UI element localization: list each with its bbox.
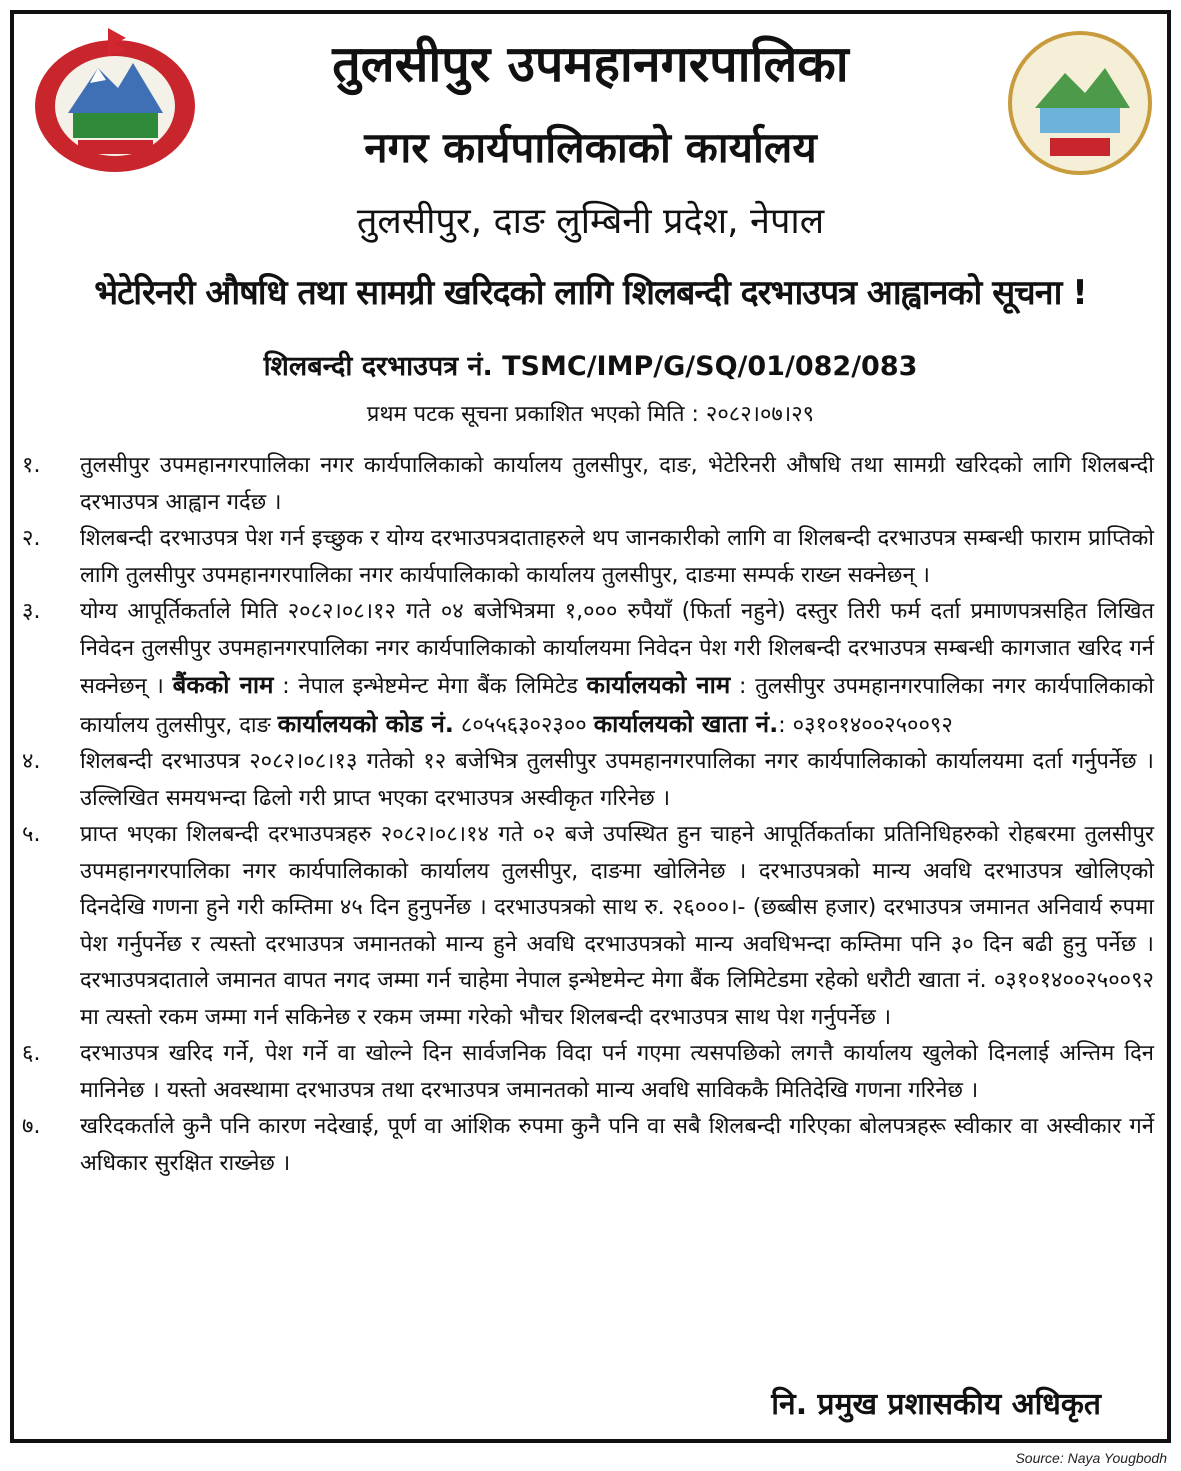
- office-code-label: कार्यालयको कोड नं.: [277, 709, 454, 738]
- paragraph-text: तुलसीपुर उपमहानगरपालिका नगर कार्यपालिकाको कार्यालय तुलसीपुर, दाङ, भेटेरिनरी औषधि तथा सामग्री खरिदको लागि शिलबन्दी दरभाउपत्र आह्वान गर्दछ ।: [80, 453, 1154, 515]
- paragraph-text: दरभाउपत्र खरिद गर्ने, पेश गर्ने वा खोल्ने दिन सार्वजनिक विदा पर्न गएमा त्यसपछिको लगत्तै कार्यालय खुलेको दिनलाई अन्तिम दिन मानिनेछ । यस्तो अवस्थामा दरभाउपत्र तथा दरभाउपत्र जमानतको मान्य अवधि साविककै मितिदेखि गणना गरिनेछ ।: [80, 1041, 1154, 1103]
- source-credit: Source: Naya Yougbodh: [1015, 1450, 1167, 1466]
- notice-title: भेटेरिनरी औषधि तथा सामग्री खरिदको लागि शिलबन्दी दरभाउपत्र आह्वानको सूचना !: [94, 273, 1087, 313]
- paragraph-text: खरिदकर्ताले कुनै पनि कारण नदेखाई, पूर्ण वा आंशिक रुपमा कुनै पनि वा सबै शिलबन्दी गरिएका बोलपत्रहरू स्वीकार वा अस्वीकार गर्ने अधिकार सुरक्षित राख्नेछ ।: [80, 1114, 1154, 1176]
- account-number-label: कार्यालयको खाता नं.: [593, 709, 779, 738]
- paragraph-number: २.: [22, 526, 41, 551]
- paragraph-5: [22, 817, 1154, 1036]
- office-name-label: कार्यालयको नाम: [586, 671, 731, 699]
- office-name: नगर कार्यपालिकाको कार्यालय: [364, 123, 817, 172]
- paragraph-1: [22, 448, 1154, 521]
- paragraph-7: [22, 1109, 1154, 1182]
- paragraph-4: [22, 744, 1154, 817]
- tender-number: शिलबन्दी दरभाउपत्र नं. TSMC/IMP/G/SQ/01/082/083: [263, 351, 918, 382]
- paragraph-text: शिलबन्दी दरभाउपत्र पेश गर्न इच्छुक र योग्य दरभाउपत्रदाताहरुले थप जानकारीको लागि वा शिलबन्दी दरभाउपत्र सम्बन्धी फाराम प्राप्तिको लागि तुलसीपुर उपमहानगरपालिका नगर कार्यपालिकाको कार्यालय तुलसीपुर, दाङमा सम्पर्क राख्न सक्नेछन् ।: [80, 526, 1154, 588]
- office-code-value: ८०५५६३०२३००: [453, 712, 594, 738]
- notice-body: [22, 448, 1154, 1182]
- paragraph-text: शिलबन्दी दरभाउपत्र २०८२।०८।१३ गतेको १२ बजेभित्र तुलसीपुर उपमहानगरपालिका नगर कार्यपालिकाको कार्यालयमा दर्ता गर्नुपर्नेछ । उल्लिखित समयभन्दा ढिलो गरी प्राप्त भएका दरभाउपत्र अस्वीकृत गरिनेछ ।: [80, 749, 1154, 811]
- office-name-value: : तुलसीपुर उपमहानगरपालिका नगर कार्यपालिकाको कार्यालय तुलसीपुर, दाङ: [80, 674, 1155, 738]
- paragraph-number: १.: [22, 453, 41, 478]
- bank-name-label: बैंकको नाम: [172, 671, 274, 699]
- signatory-title: नि. प्रमुख प्रशासकीय अधिकृत: [771, 1387, 1101, 1422]
- paragraph-number: ६.: [22, 1041, 41, 1066]
- paragraph-number: ३.: [22, 599, 41, 624]
- paragraph-text: [80, 594, 1154, 744]
- municipality-name: तुलसीपुर उपमहानगरपालिका: [332, 35, 849, 93]
- paragraph-text: प्राप्त भएका शिलबन्दी दरभाउपत्रहरु २०८२।०८।१४ गते ०२ बजे उपस्थित हुन चाहने आपूर्तिकर्ताका प्रतिनिधिहरुको रोहबरमा तुलसीपुर उपमहानगरपालिका नगर कार्यपालिकाको कार्यालय तुलसीपुर, दाङमा खोलिनेछ । दरभाउपत्रको मान्य अवधि दरभाउपत्र खोलिएको दिनदेखि गणना हुने गरी कम्तिमा ४५ दिन हुनुपर्नेछ । दरभाउपत्रको साथ रु. २६०००।- (छब्बीस हजार) दरभाउपत्र जमानत अनिवार्य रुपमा पेश गर्नुपर्नेछ र त्यस्तो दरभाउपत्र जमानतको मान्य हुने अवधि दरभाउपत्रको मान्य अवधिभन्दा कम्तिमा पनि ३० दिन बढी हुनु पर्नेछ । दरभाउपत्रदाताले जमानत वापत नगद जम्मा गर्न चाहेमा नेपाल इन्भेष्टमेन्ट मेगा बैंक लिमिटेडमा रहेको धरौटी खाता नं. ०३१०१४००२५००९२ मा त्यस्तो रकम जम्मा गर्न सकिनेछ र रकम जम्मा गरेको भौचर शिलबन्दी दरभाउपत्र साथ पेश गर्नुपर्नेछ ।: [80, 822, 1154, 1030]
- bank-name-value: : नेपाल इन्भेष्टमेन्ट मेगा बैंक लिमिटेड: [273, 674, 587, 699]
- paragraph-number: ४.: [22, 749, 41, 774]
- paragraph-number: ५.: [22, 822, 41, 847]
- account-number-value: : ०३१०१४००२५००९२: [778, 712, 953, 738]
- published-date: प्रथम पटक सूचना प्रकाशित भएको मिति : २०८२।०७।२९: [366, 402, 815, 427]
- paragraph-text-segment: योग्य आपूर्तिकर्ताले मिति २०८२।०८।१२ गते ०४ बजेभित्रमा १,००० रुपैयाँ (फिर्ता नहुने) दस्तुर तिरी फर्म दर्ता प्रमाणपत्रसहित लिखित निवेदन तुलसीपुर उपमहानगरपालिका नगर कार्यपालिकाको कार्यालयमा निवेदन पेश गरी शिलबन्दी दरभाउपत्र सम्बन्धी कागजात खरिद गर्न सक्नेछन् ।: [80, 599, 1154, 699]
- paragraph-number: ७.: [22, 1114, 41, 1139]
- paragraph-3: [22, 594, 1154, 744]
- office-address: तुलसीपुर, दाङ लुम्बिनी प्रदेश, नेपाल: [356, 201, 825, 242]
- paragraph-6: [22, 1036, 1154, 1109]
- paragraph-2: [22, 521, 1154, 594]
